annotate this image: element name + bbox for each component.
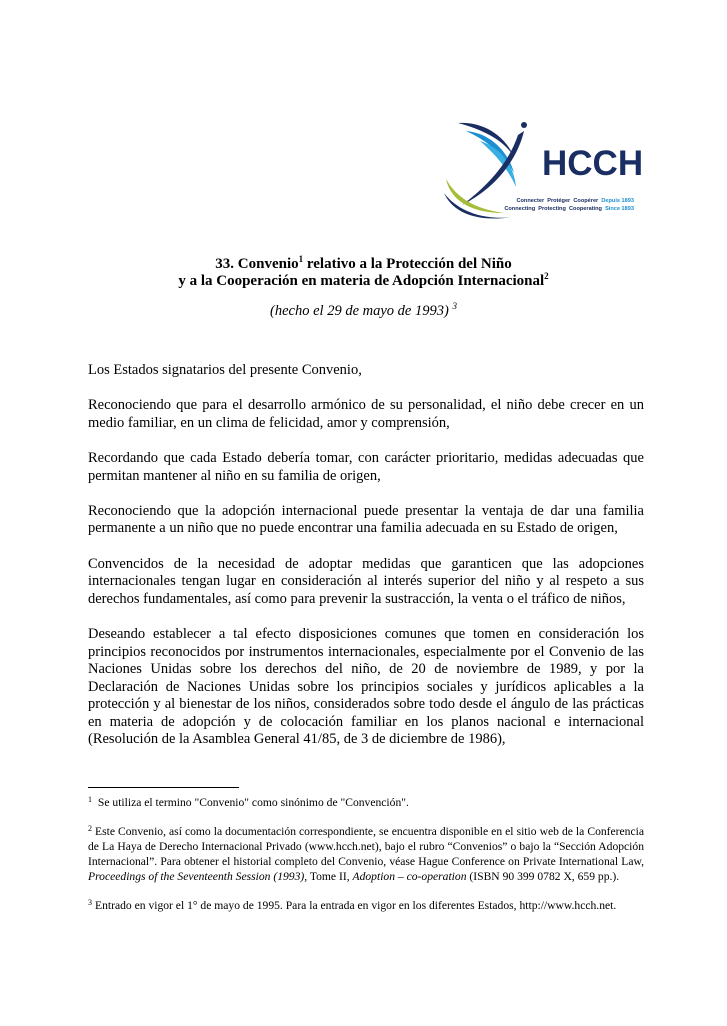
footnote-1 [88, 795, 644, 810]
tagline-fr-2: Protéger [547, 198, 571, 204]
footnote-3 [88, 898, 644, 913]
footnote-text: , Tome II, [304, 870, 353, 883]
footnote-ref-3[interactable]: 3 [452, 301, 457, 311]
date-text: (hecho el 29 de mayo de 1993) [270, 303, 453, 319]
footnote-number: 1 [88, 795, 92, 804]
preamble-paragraph: Reconociendo que para el desarrollo armónico de su personalidad, el niño debe crecer en un medio familiar, en un clima de felicidad, amor y comprensión, [88, 397, 644, 431]
title-text-c: y a la Cooperación en materia de Adopción Internacional [178, 273, 545, 289]
footnote-italic-title: Adoption – co-operation [352, 870, 467, 883]
since-fr: Depuis 1893 [601, 198, 634, 204]
adoption-date [0, 303, 727, 320]
hcch-logo [444, 117, 644, 223]
hcch-wordmark: HCCH [542, 144, 644, 183]
tagline-en-2: Protecting [538, 206, 566, 212]
title-line-1 [0, 256, 727, 273]
footnote-2 [88, 824, 644, 884]
document-title [0, 256, 727, 290]
footnote-italic-title: Proceedings of the Seventeenth Session (1993) [88, 870, 305, 883]
since-en: Since 1893 [605, 206, 634, 212]
footnote-text: Se utiliza el termino "Convenio" como sinónimo de "Convención". [95, 796, 409, 809]
title-text-b: relativo a la Protección del Niño [303, 256, 512, 272]
preamble-paragraph: Recordando que cada Estado debería tomar, con carácter prioritario, medidas adecuadas que permitan mantener al niño en su familia de origen, [88, 449, 644, 484]
preamble-paragraph: Convencidos de la necesidad de adoptar medidas que garanticen que las adopciones internacionales tengan lugar en consideración al interés superior del niño y al respeto a sus derechos fundamentales, así como para prevenir la sustracción, la venta o el tráfico de niños, [88, 555, 644, 607]
footnote-ref-1[interactable]: 1 [298, 254, 304, 264]
footnotes [88, 795, 644, 927]
tagline-en-3: Cooperating [569, 206, 602, 212]
footnote-text: Este Convenio, así como la documentación correspondiente, se encuentra disponible en el sitio web de la Conferencia de La Haya de Derecho Internacional Privado (www.hcch.net), bajo el rubro “Convenios” o bajo la “Sección Adopción Internacional”. Para obtener el historial completo del Convenio, véase Hague Conference on Private International Law, [88, 825, 644, 868]
title-line-2 [0, 273, 727, 290]
preamble [88, 362, 644, 767]
footnote-text: (ISBN 90 399 0782 X, 659 pp.). [466, 870, 620, 883]
tagline-fr-1: Connecter [516, 198, 545, 204]
footnote-separator [88, 787, 239, 788]
footnote-number: 3 [88, 898, 92, 907]
tagline-english [504, 206, 634, 212]
tagline-en-1: Connecting [504, 206, 536, 212]
tagline-fr-3: Coopérer [573, 198, 599, 204]
tagline-french [516, 198, 634, 204]
footnote-ref-2[interactable]: 2 [544, 271, 549, 281]
footnote-text: Entrado en vigor el 1° de mayo de 1995. Para la entrada en vigor en los diferentes Estados, http://www.hcch.net. [95, 899, 617, 912]
preamble-paragraph: Los Estados signatarios del presente Convenio, [88, 362, 362, 378]
preamble-paragraph: Reconociendo que la adopción internacional puede presentar la ventaja de dar una familia permanente a un niño que no puede encontrar una familia adecuada en su Estado de origen, [88, 502, 644, 537]
footnote-number: 2 [88, 824, 92, 833]
title-text-a: 33. Convenio [215, 256, 299, 272]
preamble-paragraph: Deseando establecer a tal efecto disposiciones comunes que tomen en consideración los principios reconocidos por instrumentos internacionales, especialmente por el Convenio de las Naciones Unidas sobre los derechos del niño, de 20 de noviembre de 1989, y por la Declaración de Naciones Unidas sobre los principios sociales y jurídicos aplicables a la protección y al bienestar de los niños, considerados sobre todo desde el ángulo de las prácticas en materia de adopción y de colocación familiar en los planos nacional e internacional (Resolución de la Asamblea General 41/85, de 3 de diciembre de 1986), [88, 625, 644, 748]
